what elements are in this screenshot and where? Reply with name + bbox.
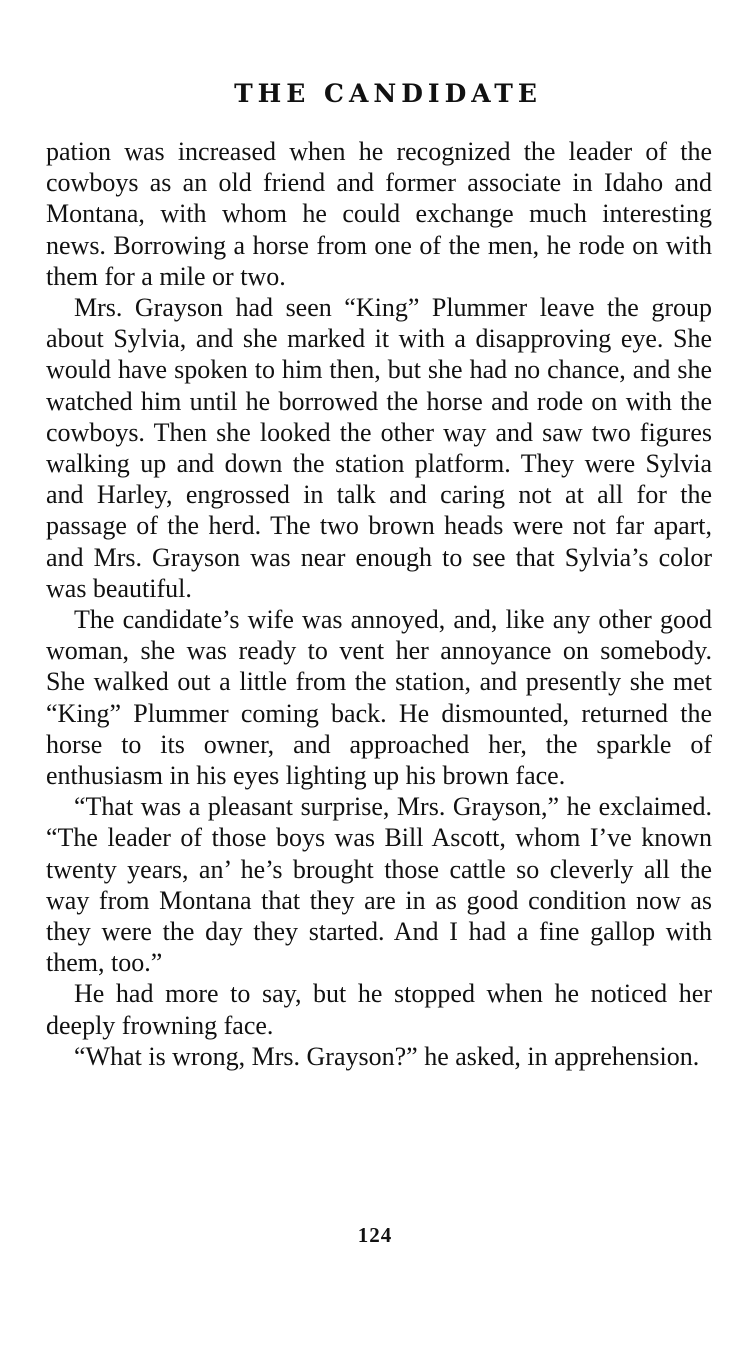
paragraph-1: pation was increased when he recognized the leader of the cowboys as an old friend and former associate in Idaho and Montana, with whom he could exchange much interesting news. Borrowing a horse from one of the men, he rode on with them for a mile or two.: [46, 137, 712, 291]
book-page: [46, 78, 712, 1072]
paragraph-3: The candidate’s wife was annoyed, and, like any other good woman, she was ready to vent her annoyance on somebody. She walked out a little from the station, and presently she met “King” Plummer coming back. He dismounted, returned the horse to its owner, and approached her, the sparkle of enthusiasm in his eyes lighting up his brown face.: [46, 605, 712, 791]
paragraph-2: Mrs. Grayson had seen “King” Plummer leave the group about Sylvia, and she marked it with a disapproving eye. She would have spoken to him then, but she had no chance, and she watched him until he borrowed the horse and rode on with the cowboys. Then she looked the other way and saw two figures walking up and down the station platform. They were Sylvia and Harley, engrossed in talk and caring not at all for the passage of the herd. The two brown heads were not far apart, and Mrs. Grayson was near enough to see that Sylvia’s color was beautiful.: [46, 293, 712, 603]
paragraph-5: He had more to say, but he stopped when he noticed her deeply frowning face.: [46, 979, 712, 1040]
paragraph-4: “That was a pleasant surprise, Mrs. Grayson,” he exclaimed. “The leader of those boys was Bill Ascott, whom I’ve known twenty years, an’ he’s brought those cattle so cleverly all the way from Montana that they are in as good condition now as they were the day they started. And I had a fine gallop with them, too.”: [46, 792, 712, 978]
running-head: THE CANDIDATE: [234, 79, 542, 108]
page-number: 124: [357, 1223, 393, 1247]
paragraph-6: “What is wrong, Mrs. Grayson?” he asked, in apprehension.: [74, 1041, 700, 1071]
body-text: [46, 136, 712, 1072]
